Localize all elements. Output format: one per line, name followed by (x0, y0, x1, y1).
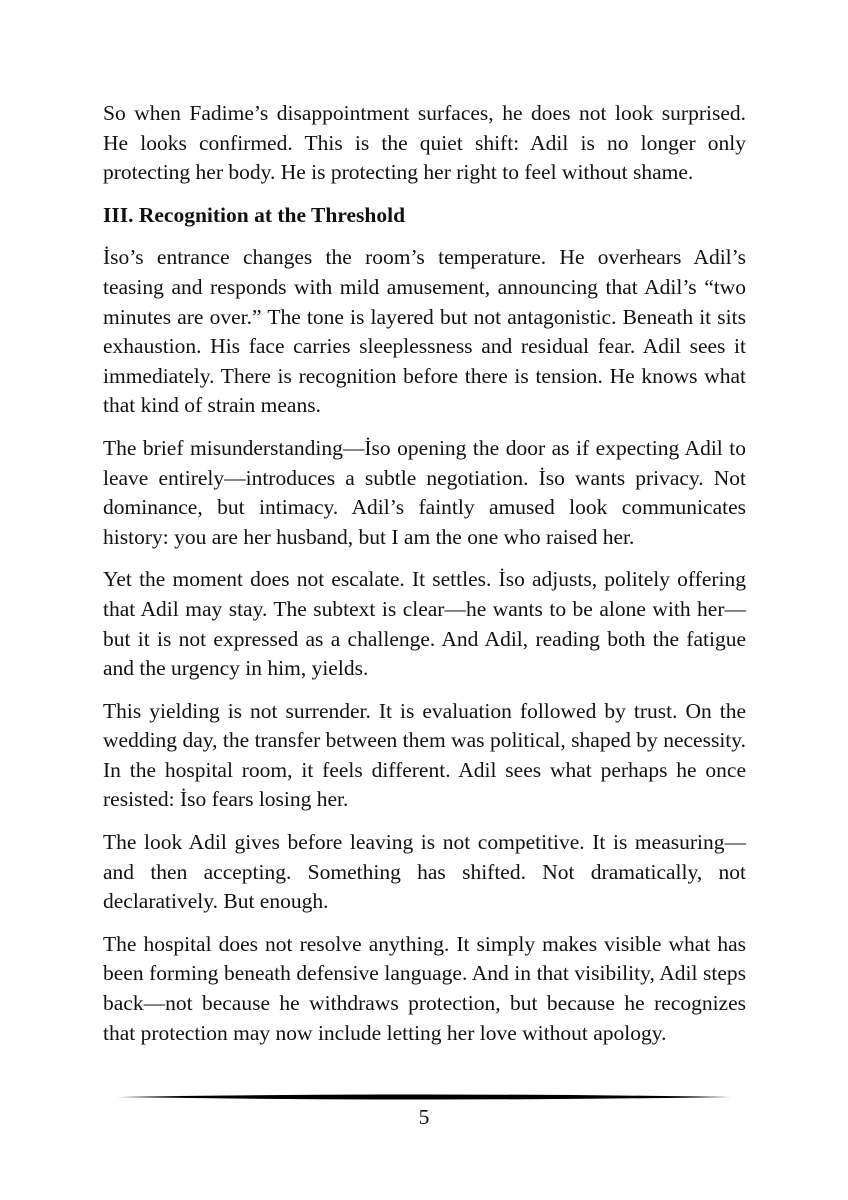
page-number: 5 (418, 1105, 430, 1129)
paragraph-4: This yielding is not surrender. It is evaluation followed by trust. On the wedding day, the transfer between them was political, shaped by necessity. In the hospital room, it feels different. Adil sees what perhaps he once resisted: İso fears losing her. (103, 698, 746, 812)
paragraph-3: Yet the moment does not escalate. It settles. İso adjusts, politely offering that Adil may stay. The subtext is clear—he wants to be alone with her—but it is not expressed as a challenge. And Adil, reading both the fatigue and the urgency in him, yields. (103, 567, 746, 681)
section-heading: III. Recognition at the Threshold (103, 202, 406, 227)
paragraph-6: The hospital does not resolve anything. It simply makes visible what has been forming beneath defensive language. And in that visibility, Adil steps back—not because he withdraws protection, but because he recognizes that protection may now include letting her love without apology. (103, 931, 746, 1045)
page-body (103, 99, 746, 1061)
footer-rule (117, 1093, 731, 1101)
paragraph-1: İso’s entrance changes the room’s temperature. He overhears Adil’s teasing and responds with mild amusement, announcing that Adil’s “two minutes are over.” The tone is layered but not antagonistic. Beneath it sits exhaustion. His face carries sleeplessness and residual fear. Adil sees it immediately. There is recognition before there is tension. He knows what that kind of strain means. (103, 245, 746, 418)
paragraph-opening: So when Fadime’s disappointment surfaces, he does not look surprised. He looks confirmed. This is the quiet shift: Adil is no longer only protecting her body. He is protecting her right to feel without shame. (103, 101, 746, 185)
paragraph-2: The brief misunderstanding—İso opening the door as if expecting Adil to leave entirely—introduces a subtle negotiation. İso wants privacy. Not dominance, but intimacy. Adil’s faintly amused look communicates history: you are her husband, but I am the one who raised her. (103, 435, 746, 549)
paragraph-5: The look Adil gives before leaving is not competitive. It is measuring—and then accepting. Something has shifted. Not dramatically, not declaratively. But enough. (103, 830, 746, 914)
